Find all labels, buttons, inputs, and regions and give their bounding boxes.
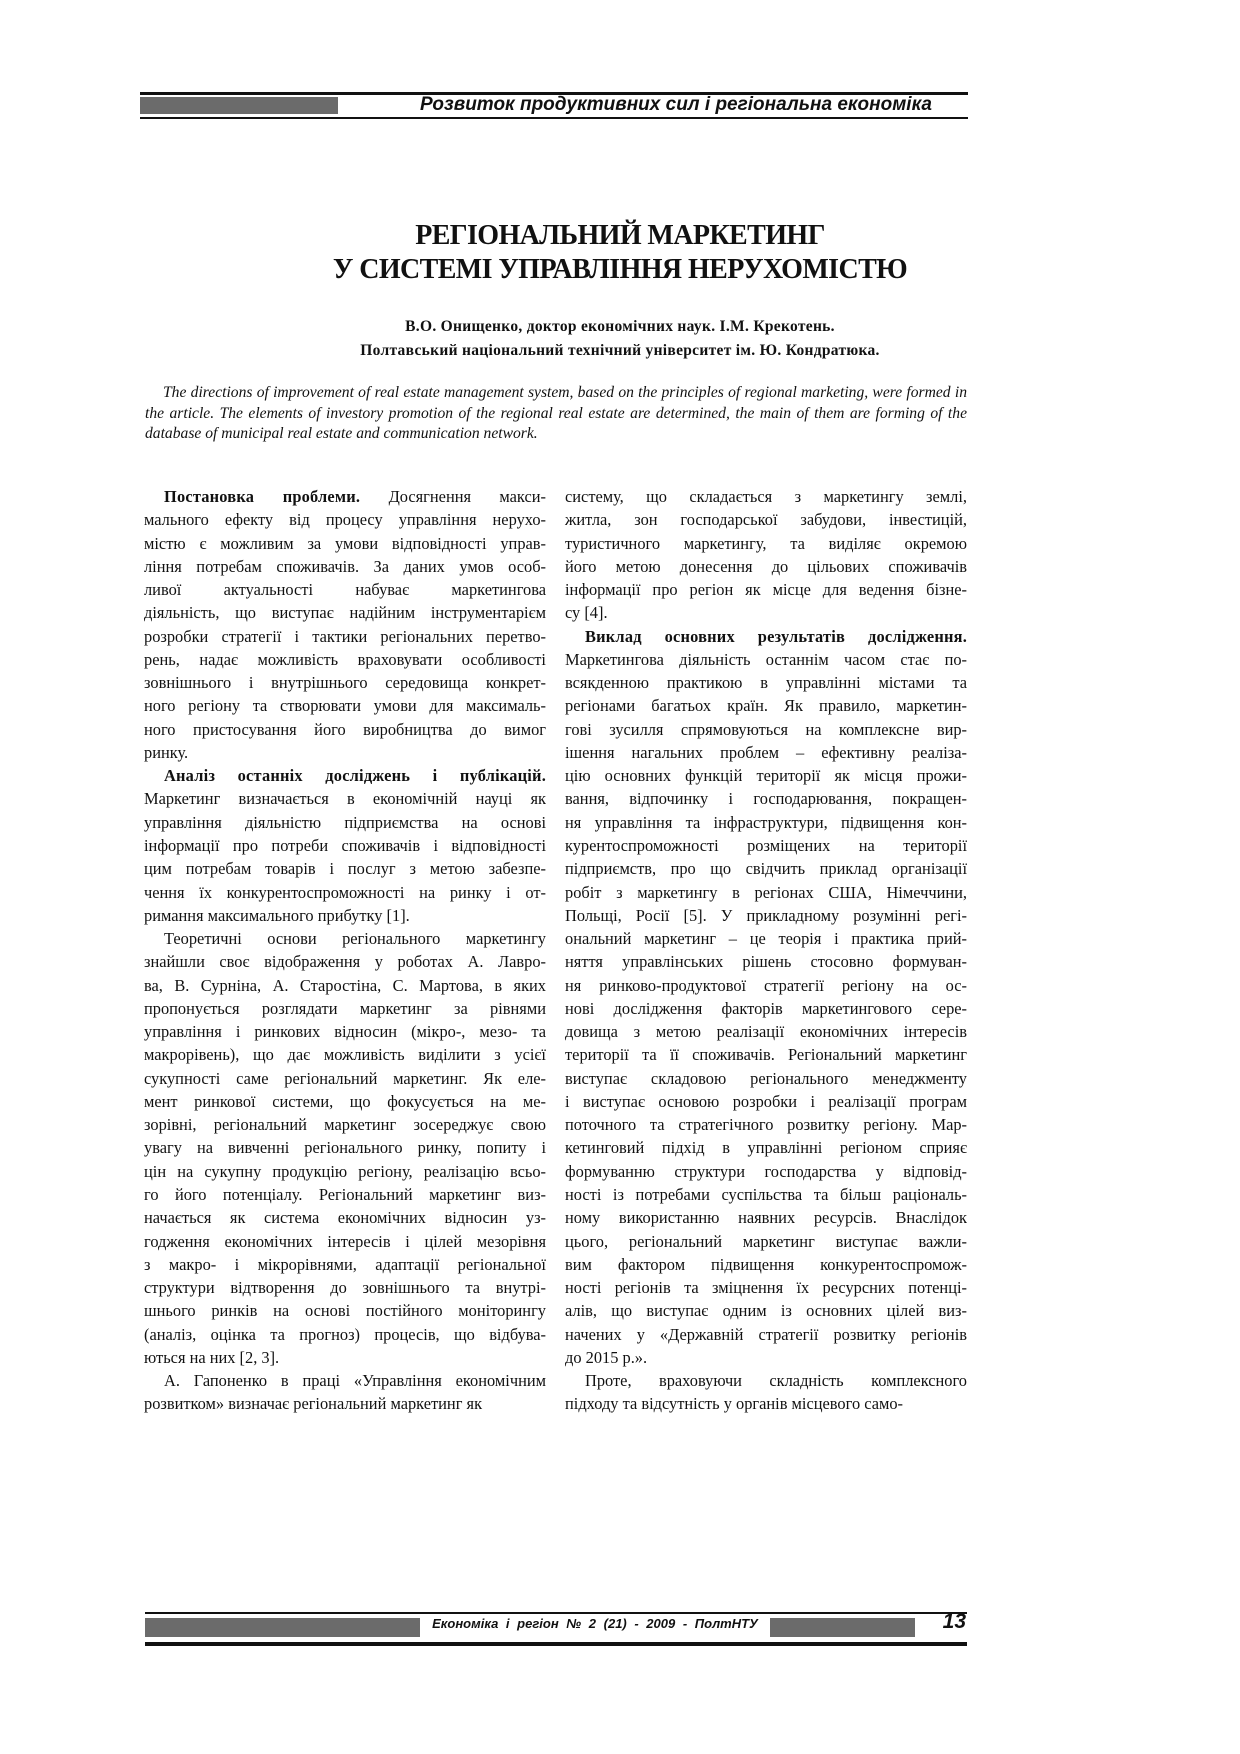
text-line: увагу на вивченні регіонального ринку, попиту і	[144, 1138, 546, 1158]
text-line: алів, що виступає одним із основних цілей виз-	[565, 1301, 967, 1321]
authors-line: В.О. Онищенко, доктор економічних наук. І.М. Крекотень.	[405, 318, 835, 335]
text-line: систему, що складається з маркетингу землі,	[565, 487, 967, 506]
text-line: підходу та відсутність у органів місцевого само-	[565, 1394, 904, 1414]
text-line: ному використанню наявних ресурсів. Внаслідок	[565, 1208, 967, 1228]
text-line: начених у «Державній стратегії розвитку регіонів	[565, 1324, 967, 1344]
text-line: кетинговий підхід в управлінні регіоном сприяє	[565, 1138, 967, 1158]
abstract: The directions of improvement of real estate management system, based on the principles of regional marketing, were formed in the article. The elements of investory promotion of the regional real estate are determined, the main of them are forming of the database of municipal real estate and communication network.	[145, 384, 967, 443]
text-line: туристичного маркетингу, та виділяє окремою	[565, 533, 967, 553]
text-line: цим потребам товарів і послуг з метою забезпе-	[144, 859, 546, 879]
text-line: (аналіз, оцінка та прогноз) процесів, що відбува-	[144, 1324, 546, 1344]
text-line: робіт з маркетингу в регіонах США, Німеччини,	[565, 882, 967, 902]
text-line: Проте, враховуючи складність комплексного	[585, 1371, 967, 1391]
text-line	[144, 764, 546, 787]
header-gray-block	[140, 97, 338, 114]
text-line: підприємств, про що свідчить приклад організації	[565, 859, 967, 879]
text-line: няття управлінських рішень стосовно формуван-	[565, 952, 967, 972]
text-line: рень, надає можливість враховувати особливості	[144, 649, 546, 669]
text-line: ня ринково-продуктової стратегії регіону на ос-	[565, 975, 967, 995]
text-line: ються на них [2, 3].	[144, 1347, 280, 1367]
text-line: гові зусилля спрямовуються на комплексне вир-	[565, 719, 967, 739]
text-line: до 2015 р.».	[565, 1347, 648, 1367]
text-line: начається як система економічних відносин уз-	[144, 1208, 546, 1228]
text-line: шнього ринків на основі постійного моніторингу	[144, 1301, 546, 1321]
body-column-right	[565, 485, 967, 1416]
footer-gray-block-left	[145, 1618, 420, 1637]
text-line: з макро- і мікрорівнями, адаптації регіональної	[144, 1254, 546, 1274]
affiliation-line: Полтавський національний технічний університет ім. Ю. Кондратюка.	[360, 342, 880, 359]
footer-bottom-rule	[145, 1642, 967, 1646]
paragraph	[565, 625, 967, 1370]
text-line: виступає складовою регіонального менеджменту	[565, 1068, 967, 1088]
paragraph	[144, 485, 546, 764]
paragraph	[565, 1369, 967, 1416]
text-line: регіонами багатьох країн. Як правило, маркетин-	[565, 696, 967, 716]
text-line: цін на сукупну продукцію регіону, реалізацію всьо-	[144, 1161, 546, 1181]
text-line: формуванню структури господарства у відповід-	[565, 1161, 967, 1181]
text-line: вання, відпочинку і господарювання, покращен-	[565, 789, 967, 809]
text-line: мент ринкової системи, що фокусується на ме-	[144, 1091, 546, 1111]
text-line: ринку.	[144, 742, 189, 762]
text-line: інформації про потреби споживачів і відповідності	[144, 835, 546, 855]
text-line: пропонується розглядати маркетинг за рівнями	[144, 998, 546, 1018]
footer-top-rule	[145, 1612, 967, 1614]
text-line: Польщі, Росії [5]. У прикладному розумінні регі-	[565, 905, 967, 925]
text-line: його метою донесення до цільових споживачів	[565, 556, 967, 576]
journal-section-title: Розвиток продуктивних сил і регіональна економіка	[420, 94, 932, 115]
text-line: і виступає основою розробки і реалізації програм	[565, 1091, 967, 1111]
text-line: житла, зон господарської забудови, інвестицій,	[565, 510, 967, 530]
text-line: вим фактором підвищення конкурентоспромож-	[565, 1254, 967, 1274]
text-line: діяльність, що виступає надійним інструментарієм	[144, 603, 546, 623]
text-line: ного регіону та створювати умови для максималь-	[144, 696, 546, 716]
text-line: довища з метою реалізації економічних інтересів	[565, 1022, 967, 1042]
text-line: Маркетинг визначається в економічній науці як	[144, 789, 546, 809]
text-line: ливої актуальності набуває маркетингова	[144, 580, 546, 600]
text-line: території та її споживачів. Регіональний маркетинг	[565, 1045, 967, 1065]
text-line	[565, 625, 967, 648]
text-line: розвитком» визначає регіональний маркетинг як	[144, 1394, 483, 1414]
text-line: управління і ринкових відносин (мікро-, мезо- та	[144, 1022, 546, 1042]
text-line: Теоретичні основи регіонального маркетингу	[164, 929, 546, 949]
footer-gray-block-right	[770, 1618, 915, 1637]
text-line: чення їх конкурентоспроможності на ринку і от-	[144, 882, 546, 902]
text-line: римання максимального прибутку [1].	[144, 905, 410, 925]
text-line: су [4].	[565, 603, 608, 623]
text-line: ональний маркетинг – це теорія і практика прий-	[565, 929, 967, 949]
text-line: управління діяльністю підприємства на основі	[144, 812, 546, 832]
text-line: курентоспроможності розміщених на території	[565, 835, 967, 855]
section-heading: Постановка проблеми.	[164, 487, 361, 506]
text-line: знайшли своє відображення у роботах А. Лавро-	[144, 952, 546, 972]
text-line: ління потребам споживачів. За даних умов особ-	[144, 556, 546, 576]
header-bottom-rule	[140, 117, 968, 119]
text-line: ня управління та інфраструктури, підвищення кон-	[565, 812, 967, 832]
text-line: містю є можливим за умови відповідності управ-	[144, 533, 546, 553]
text-line: ного пристосування його виробництва до вимог	[144, 719, 546, 739]
text-line: ішення нагальних проблем – ефективну реаліза-	[565, 742, 967, 762]
text-line: цього, регіональний маркетинг виступає важли-	[565, 1231, 967, 1251]
text-line: макрорівень), що дає можливість виділити з усієї	[144, 1045, 546, 1065]
article-title-line-2: У СИСТЕМІ УПРАВЛІННЯ НЕРУХОМІСТЮ	[332, 254, 908, 285]
text-line: нові дослідження факторів маркетингового сере-	[565, 998, 967, 1018]
text-line: розробки стратегії і тактики регіональних перетво-	[144, 626, 546, 646]
section-heading: Аналіз останніх досліджень і публікацій.	[164, 766, 546, 786]
text-line: мального ефекту від процесу управління нерухо-	[144, 510, 546, 530]
text-line: ності регіонів та зміцнення їх ресурсних потенці-	[565, 1278, 967, 1298]
paragraph	[144, 927, 546, 1369]
text-line: зорівні, регіональний маркетинг зосереджує свою	[144, 1115, 546, 1135]
footer-journal-info: Економіка і регіон № 2 (21) - 2009 - ПолтНТУ	[432, 1616, 758, 1631]
text-line: поточного та стратегічного розвитку регіону. Мар-	[565, 1115, 967, 1135]
text-line: Постановка проблеми. Досягнення макси-	[164, 487, 546, 506]
page-number: 13	[942, 1610, 966, 1633]
paragraph	[144, 764, 546, 927]
section-heading: Виклад основних результатів дослідження.	[585, 626, 967, 646]
text-line: го його потенціалу. Регіональний маркетинг виз-	[144, 1184, 546, 1204]
text-line: інформації про регіон як місце для ведення бізне-	[565, 580, 967, 600]
text-line: структури відтворення до зовнішнього та внутрі-	[144, 1278, 546, 1298]
text-line: всякденною практикою в управлінні містами та	[565, 673, 967, 693]
text-line: цію основних функцій території як місця прожи-	[565, 766, 967, 786]
text-line: ва, В. Сурніна, А. Старостіна, С. Мартова, в яких	[144, 975, 546, 995]
text-line: зовнішнього і внутрішнього середовища конкрет-	[144, 673, 546, 693]
text-line: А. Гапоненко в праці «Управління економічним	[164, 1371, 546, 1391]
article-title-line-1: РЕГІОНАЛЬНИЙ МАРКЕТИНГ	[415, 220, 825, 251]
paragraph	[565, 485, 967, 625]
text-line: годження економічних інтересів і цілей мезорівня	[144, 1231, 546, 1251]
text-line: сукупності саме регіональний маркетинг. Як еле-	[144, 1068, 546, 1088]
text-line: ності із потребами суспільства та більш раціональ-	[565, 1184, 967, 1204]
paragraph	[144, 1369, 546, 1416]
body-column-left	[144, 485, 546, 1416]
text-line: Маркетингова діяльність останнім часом стає по-	[565, 649, 967, 669]
